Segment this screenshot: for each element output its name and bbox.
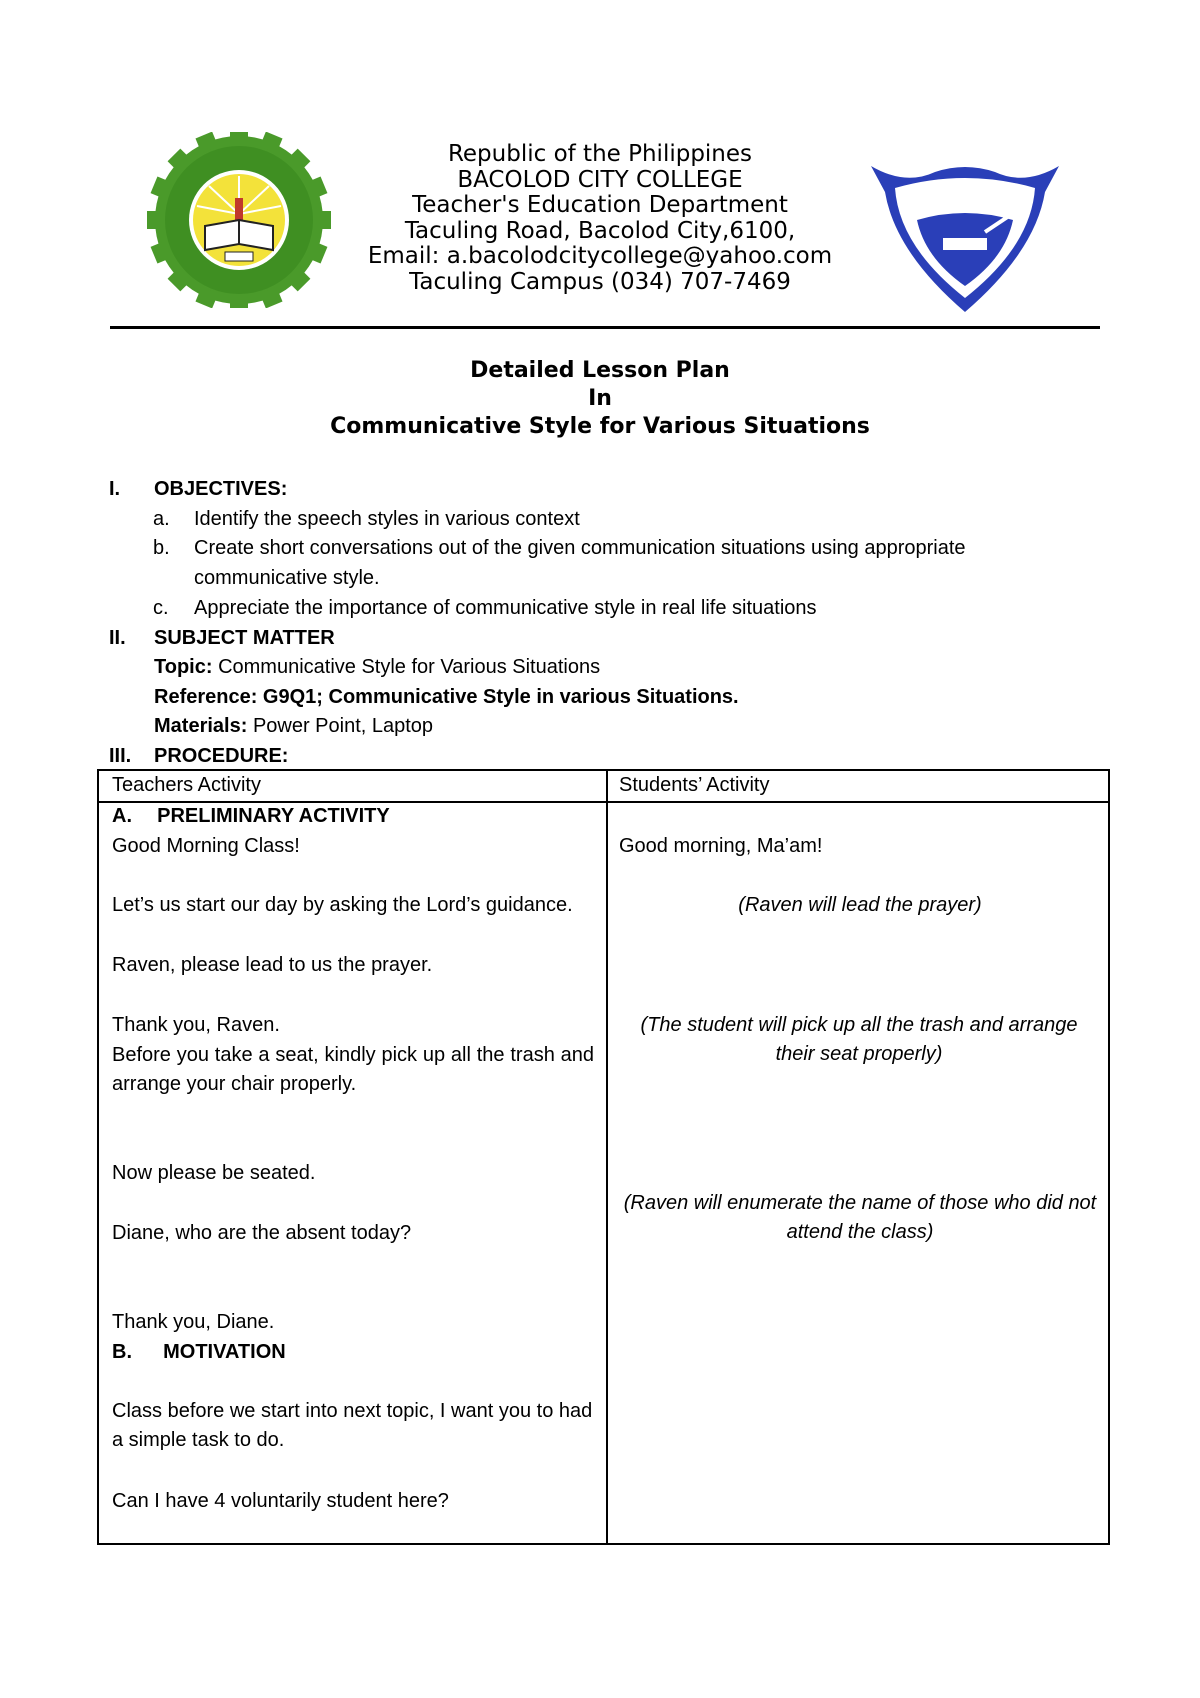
procedure-table [97,769,1110,1545]
section-b-heading [112,1338,594,1367]
objective-text: Create short conversations out of the given communication situations using appropriate [194,537,966,559]
objective-letter: c. [153,597,169,619]
student-line: (Raven will enumerate the name of those who did not attend the class) [623,1192,1097,1243]
topic-label: Topic: [154,656,213,678]
student-line: (The student will pick up all the trash and arrange their seat properly) [640,1014,1078,1065]
teacher-line: Good Morning Class! [112,835,300,857]
column-header-students: Students’ Activity [619,774,770,796]
section-b-letter: B. [112,1341,132,1363]
teacher-line: Thank you, Diane. [112,1311,275,1333]
student-line: Good morning, Ma’am! [619,835,823,857]
title-line-1: Detailed Lesson Plan [470,358,730,383]
subject-matter-heading: SUBJECT MATTER [154,627,335,649]
teacher-line: Thank you, Raven. [112,1014,280,1036]
teacher-line: Let’s us start our day by asking the Lord’s guidance. [112,894,573,916]
section-number: III. [109,745,132,767]
section-a-title: PRELIMINARY ACTIVITY [157,805,390,827]
objective-letter: b. [153,537,170,559]
header-line: Taculing Campus (034) 707-7469 [409,268,791,295]
objective-text: Appreciate the importance of communicative style in real life situations [194,597,817,619]
teacher-line: Diane, who are the absent today? [112,1222,412,1244]
column-header-teachers: Teachers Activity [112,774,261,796]
institution-header [300,142,900,295]
teacher-line: Can I have 4 voluntarily student here? [112,1490,449,1512]
objective-letter: a. [153,508,170,530]
header-line: Republic of the Philippines [447,141,753,167]
topic-value: Communicative Style for Various Situations [218,656,601,678]
header-line: Taculing Road, Bacolod City,6100, [404,217,796,244]
teacher-line: Class before we start into next topic, I want you to had a simple task to do. [112,1400,593,1451]
section-number: I. [109,478,121,500]
reference-line: Reference: G9Q1; Communicative Style in various Situations. [154,686,739,708]
teacher-line: Now please be seated. [112,1162,316,1184]
section-b-title: MOTIVATION [163,1341,286,1363]
header-line: BACOLOD CITY COLLEGE [457,166,743,193]
title-line-3: Communicative Style for Various Situations [330,414,870,439]
student-line: (Raven will lead the prayer) [738,894,982,916]
section-number: II. [109,627,126,649]
teacher-line: Raven, please lead to us the prayer. [112,954,433,976]
header-divider [110,326,1100,329]
title-line-2: In [588,386,612,411]
objective-text: Identify the speech styles in various context [194,508,580,530]
document-title [200,357,1000,441]
procedure-heading: PROCEDURE: [154,745,289,767]
section-a-heading [112,802,594,831]
topic-line [154,655,600,679]
table-column-divider [606,771,608,1543]
objective-text-continued: communicative style. [194,567,380,589]
objectives-heading: OBJECTIVES: [154,478,288,500]
teacher-line: Before you take a seat, kindly pick up all the trash and arrange your chair properly. [112,1044,594,1095]
header-line: Email: a.bacolodcitycollege@yahoo.com [367,243,833,269]
section-a-letter: A. [112,805,132,827]
materials-line [154,714,433,738]
header-line: Teacher's Education Department [412,192,788,218]
materials-value: Power Point, Laptop [252,715,434,737]
materials-label: Materials: [154,715,248,737]
